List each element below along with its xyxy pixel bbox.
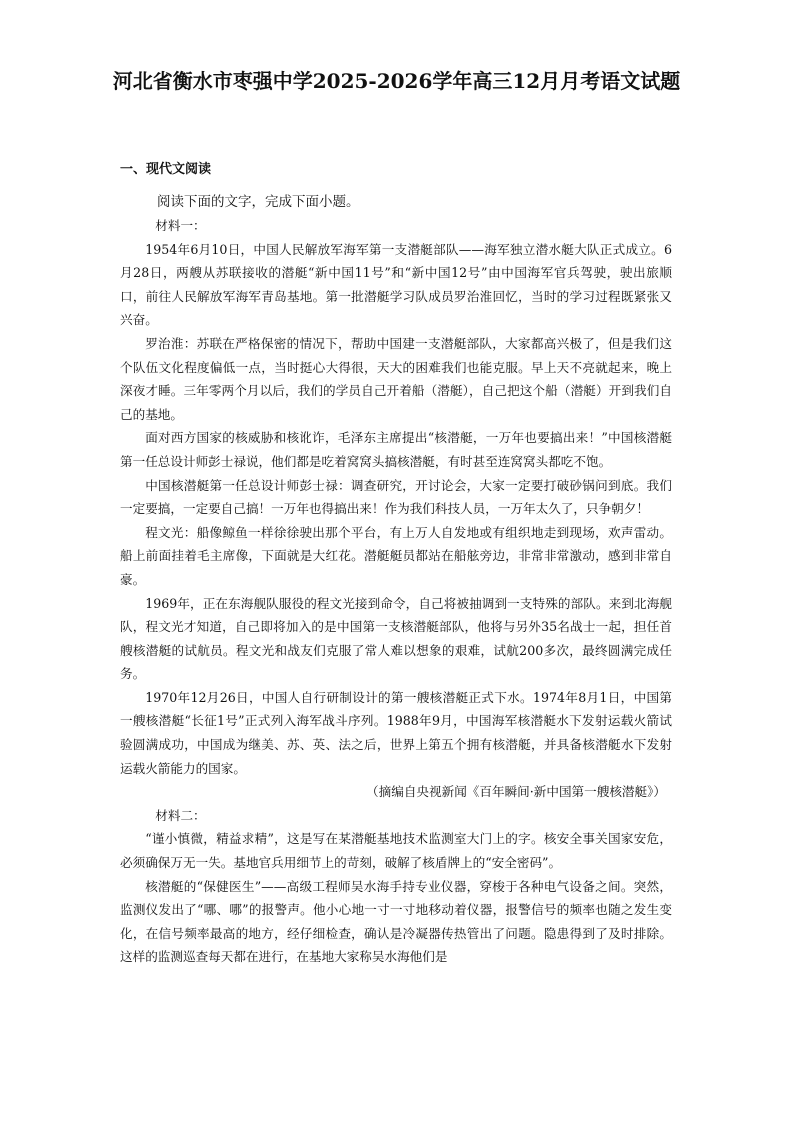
paragraph: 面对西方国家的核威胁和核讹诈，毛泽东主席提出“核潜艇，一万年也要搞出来！”中国核潜艇第一任总设计师彭士禄说，他们都是吃着窝窝头搞核潜艇，有时甚至连窝窝头都吃不饱。	[120, 430, 672, 469]
paragraph: 1970年12月26日，中国人自行研制设计的第一艘核潜艇正式下水。1974年8月1日，中国第一艘核潜艇“长征1号”正式列入海军战斗序列。1988年9月，中国海军核潜艇水下发射运载火箭试验圆满成功，中国成为继美、苏、英、法之后，世界上第五个拥有核潜艇，并具备核潜艇水下发射运载火箭能力的国家。	[120, 689, 672, 776]
section-heading: 一、现代文阅读	[120, 162, 212, 177]
material-one-source: （摘编自央视新闻《百年瞬间·新中国第一艘核潜艇》）	[366, 784, 666, 800]
paragraph: 1954年6月10日，中国人民解放军海军第一支潜艇部队——海军独立潜水艇大队正式成立。6月28日，两艘从苏联接收的潜艇“新中国11号”和“新中国12号”由中国海军官兵驾驶，驶出旅顺口，前往人民解放军海军青岛基地。第一批潜艇学习队成员罗治淮回忆，当时的学习过程既紧张又兴奋。	[120, 241, 672, 328]
material-two-label: 材料二：	[155, 807, 206, 823]
document-title: 河北省衡水市枣强中学2025-2026学年高三12月月考语文试题	[112, 69, 681, 93]
paragraph: 核潜艇的“保健医生”——高级工程师吴水海手持专业仪器，穿梭于各种电气设备之间。突然，监测仪发出了“哪、哪”的报警声。他小心地一寸一寸地移动着仪器，报警信号的频率也随之发生变化，在信号频率最高的地方，经仔细检查，确认是冷凝器传热管出了问题。隐患得到了及时排除。这样的监测巡查每天都在进行，在基地大家称吴水海他们是	[120, 878, 672, 965]
paragraph: 程文光：船像鲸鱼一样徐徐驶出那个平台，有上万人自发地或有组织地走到现场，欢声雷动。船上前面挂着毛主席像，下面就是大红花。潜艇艇员都站在船舷旁边，非常非常激动，感到非常自豪。	[120, 524, 672, 587]
paragraph: 中国核潜艇第一任总设计师彭士禄：调查研究，开讨论会，大家一定要打破砂锅问到底。我们一定要搞，一定要自己搞！一万年也得搞出来！作为我们科技人员，一万年太久了，只争朝夕！	[120, 477, 672, 517]
reading-passage	[120, 214, 672, 969]
paragraph: 1969年，正在东海舰队服役的程文光接到命令，自己将被抽调到一支特殊的部队。来到北海舰队，程文光才知道，自己即将加入的是中国第一支核潜艇部队，他将与另外35名战士一起，担任首艘核潜艇的试航员。程文光和战友们克服了常人难以想象的艰难，试航200多次，最终圆满完成任务。	[120, 595, 672, 682]
paragraph: 罗治淮：苏联在严格保密的情况下，帮助中国建一支潜艇部队，大家都高兴极了，但是我们这个队伍文化程度偏低一点，当时挺心大得很，天大的困难我们也能克服。早上天不亮就起来，晚上深夜才睡。三年零两个月以后，我们的学员自己开着船（潜艇），自己把这个船（潜艇）开到我们自己的基地。	[120, 335, 672, 422]
material-one-label: 材料一：	[155, 218, 206, 233]
reading-instruction: 阅读下面的文字，完成下面小题。	[157, 194, 360, 210]
paragraph: “谨小慎微，精益求精”，这是写在某潜艇基地技术监测室大门上的字。核安全事关国家安危，必须确保万无一失。基地官兵用细节上的苛刻，破解了核盾牌上的“安全密码”。	[120, 831, 672, 871]
